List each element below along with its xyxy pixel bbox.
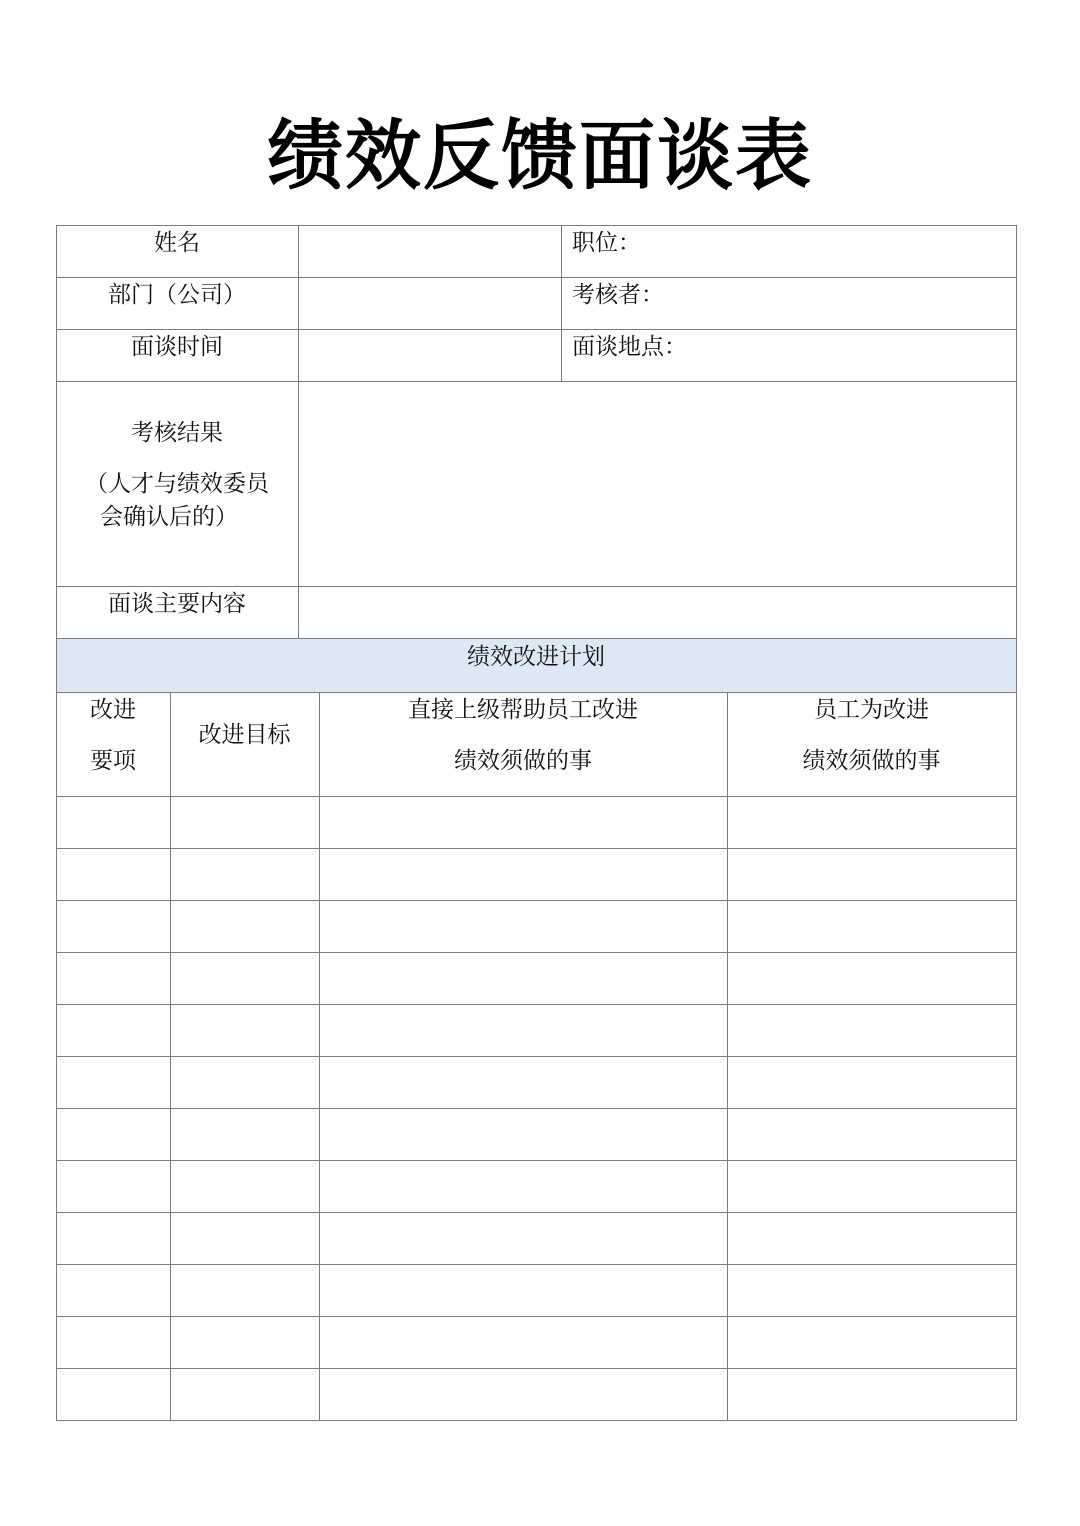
row-border	[56, 796, 1017, 797]
row-border	[56, 952, 1017, 953]
row-border	[56, 329, 1017, 330]
col-manager-line1: 直接上级帮助员工改进	[408, 697, 638, 723]
page-title: 绩效反馈面谈表	[267, 111, 813, 200]
table-right-border	[1016, 225, 1017, 1421]
result-label-line1: 考核结果	[131, 420, 223, 446]
col-employee-line1: 员工为改进	[814, 697, 929, 723]
row-border	[56, 381, 1017, 382]
row-border	[56, 225, 1017, 226]
name-label: 姓名	[154, 230, 200, 256]
col-item-line1: 改进	[90, 697, 136, 723]
col-target: 改进目标	[198, 722, 291, 748]
row-border	[56, 586, 1017, 587]
plan-section-title: 绩效改进计划	[467, 644, 605, 670]
interview-location-label: 面谈地点：	[572, 334, 687, 360]
row-border	[56, 277, 1017, 278]
col-border	[727, 692, 728, 1421]
col-border	[319, 692, 320, 1421]
result-label-line3: 会确认后的）	[100, 504, 238, 530]
col-border	[298, 225, 299, 639]
position-label: 职位：	[572, 230, 641, 256]
row-border	[56, 1004, 1017, 1005]
col-item-line2: 要项	[90, 748, 136, 774]
row-border	[56, 1160, 1017, 1161]
row-border	[56, 1056, 1017, 1057]
department-label: 部门（公司）	[108, 282, 246, 308]
row-border	[56, 638, 1017, 639]
result-label-line2: （人才与绩效委员	[85, 471, 269, 497]
interview-time-label: 面谈时间	[131, 334, 223, 360]
row-border	[56, 1212, 1017, 1213]
col-manager-line2: 绩效须做的事	[454, 748, 592, 774]
row-border	[56, 1264, 1017, 1265]
row-border	[56, 848, 1017, 849]
col-employee-line2: 绩效须做的事	[802, 748, 941, 774]
row-border	[56, 1368, 1017, 1369]
row-border	[56, 900, 1017, 901]
main-content-label: 面谈主要内容	[108, 591, 246, 617]
reviewer-label: 考核者：	[572, 282, 664, 308]
row-border	[56, 1108, 1017, 1109]
table-left-border	[56, 225, 57, 1421]
col-border	[170, 692, 171, 1421]
row-border	[56, 1420, 1017, 1421]
col-border	[561, 225, 562, 382]
row-border	[56, 1316, 1017, 1317]
row-border	[56, 692, 1017, 693]
